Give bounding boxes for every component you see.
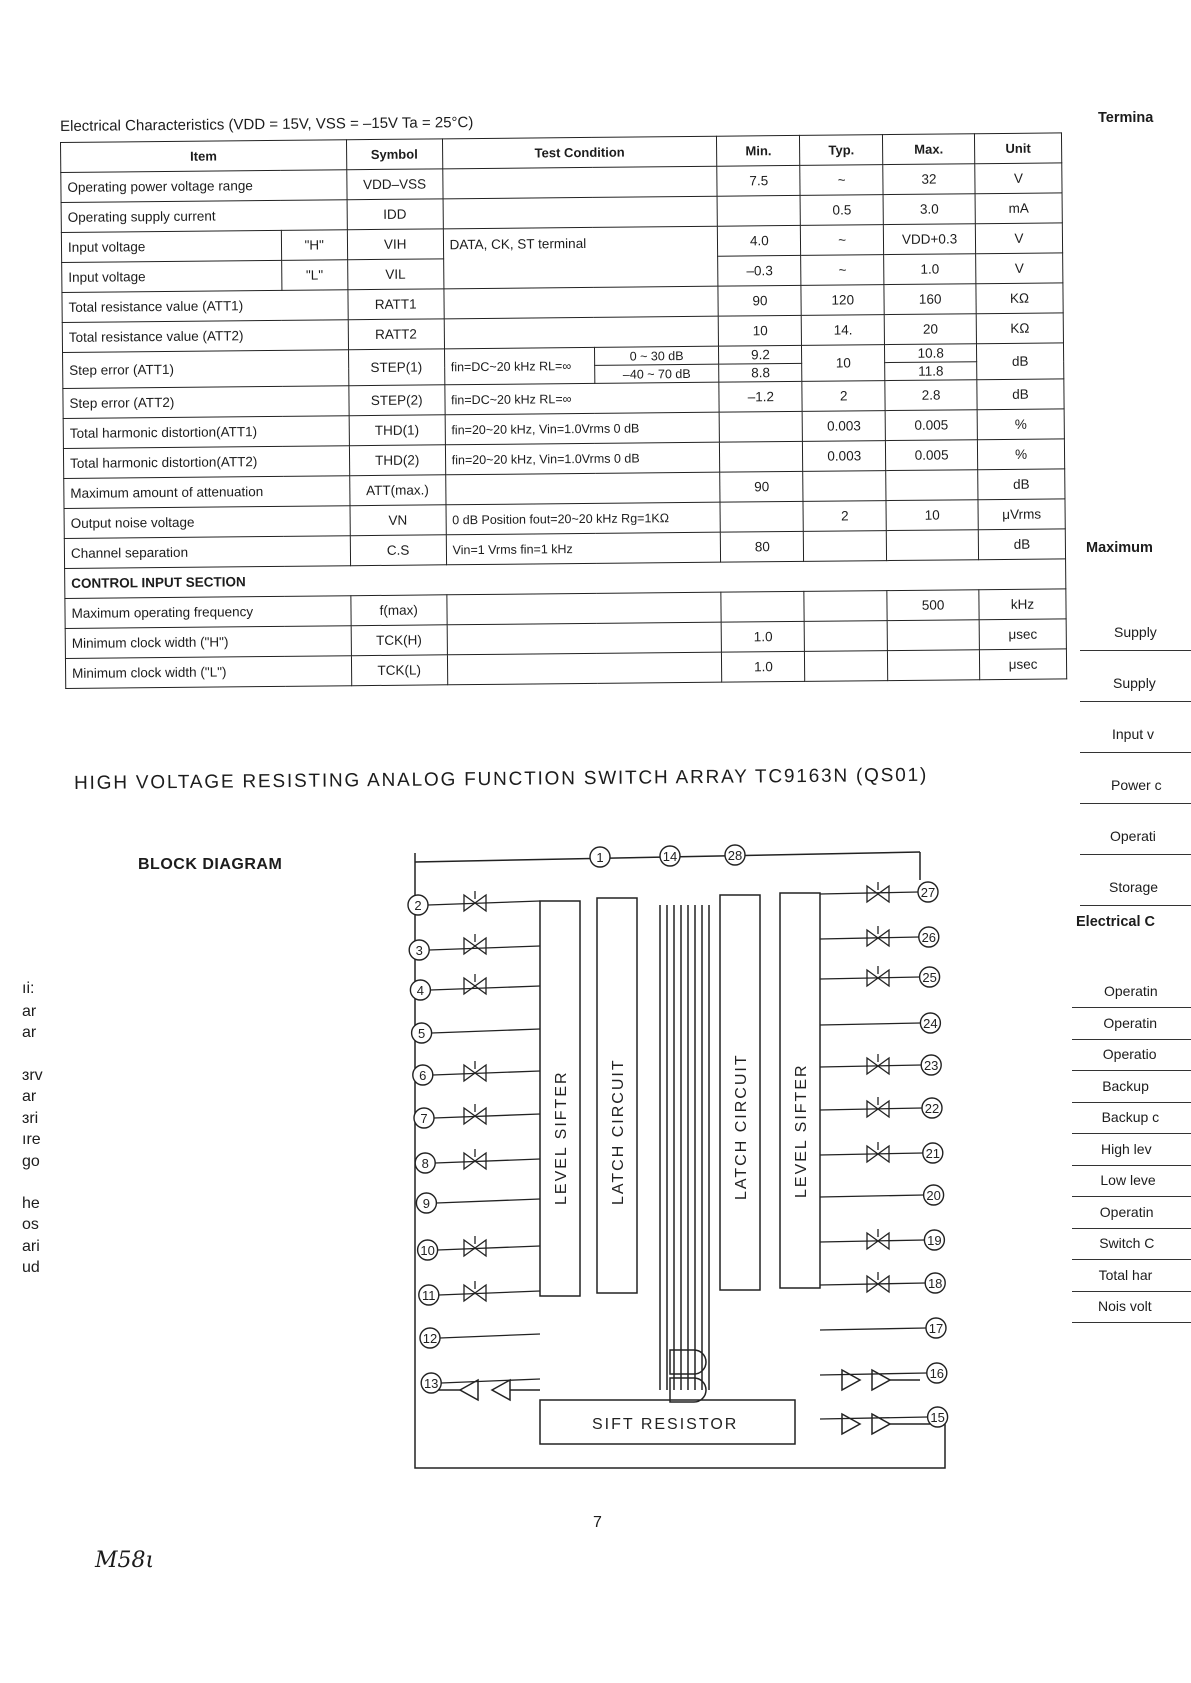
cell-item: Total harmonic distortion(ATT1) (63, 416, 349, 449)
cell-typ: ~ (801, 255, 884, 286)
svg-text:24: 24 (923, 1016, 938, 1031)
svg-text:3: 3 (415, 943, 423, 958)
right-rule (1072, 1291, 1191, 1292)
cell-item: Maximum operating frequency (65, 596, 351, 629)
cell-symbol: VIL (347, 259, 443, 290)
cell-min: 1.0 (722, 651, 805, 682)
left-edge-fragment: ɜri (22, 1110, 39, 1127)
pin-21 (923, 1143, 943, 1163)
left-edge-fragment: ud (22, 1259, 40, 1276)
cell-item: Step error (ATT1) (63, 350, 349, 389)
right-rule (1080, 803, 1191, 804)
cell-min: 90 (720, 471, 803, 502)
right-rule (1080, 650, 1191, 651)
svg-text:2: 2 (414, 898, 422, 913)
svg-text:10: 10 (420, 1243, 435, 1258)
cell-symbol: IDD (347, 199, 443, 230)
cell-cond: Vin=1 Vrms fin=1 kHz (446, 532, 721, 565)
cell-unit: dB (977, 343, 1064, 380)
cell-symbol: THD(2) (349, 445, 445, 476)
pin-8 (415, 1153, 435, 1173)
cell-max: 3.0 (883, 194, 975, 225)
cell-unit: KΩ (976, 283, 1063, 314)
buffer-13b (492, 1380, 510, 1400)
cell-symbol: VN (350, 505, 446, 536)
pin-14 (660, 846, 680, 866)
right-rule (1080, 701, 1191, 702)
cell-symbol: STEP(2) (349, 385, 445, 416)
cell-typ: 0.003 (803, 441, 886, 472)
cell-unit: KΩ (976, 313, 1063, 344)
svg-text:8: 8 (421, 1156, 429, 1171)
right-maximum-row: Input v (1112, 726, 1155, 742)
cell-item: Minimum clock width ("L") (65, 656, 351, 689)
buffer-16a (842, 1370, 860, 1390)
cell-min: 1.0 (722, 621, 805, 652)
svg-text:23: 23 (923, 1058, 939, 1073)
switch-right-7 (867, 1229, 889, 1249)
cell-typ: 120 (801, 285, 884, 316)
svg-text:4: 4 (416, 983, 425, 998)
svg-text:26: 26 (921, 930, 937, 945)
cell-symbol: ATT(max.) (349, 475, 445, 506)
cell-typ: 0.5 (800, 195, 883, 226)
cell-item: Channel separation (64, 536, 350, 569)
pin-25 (920, 967, 940, 987)
pin-18 (925, 1273, 945, 1293)
cell-max: 20 (884, 314, 976, 345)
svg-text:11: 11 (422, 1288, 436, 1303)
buffer-15b (872, 1414, 890, 1434)
cell-max: 10 (886, 500, 978, 531)
svg-text:1: 1 (596, 850, 604, 865)
right-rule (1072, 1259, 1191, 1260)
pin-15 (928, 1407, 948, 1427)
cell-item: Input voltage (62, 260, 282, 292)
cell-min: –0.3 (718, 255, 801, 286)
left-edge-fragment: ari (22, 1238, 40, 1255)
right-maximum-row: Supply (1114, 624, 1157, 640)
svg-text:9: 9 (422, 1196, 431, 1211)
cell-typ: ~ (800, 165, 883, 196)
svg-text:16: 16 (929, 1366, 945, 1381)
cell-symbol: TCK(L) (351, 655, 447, 686)
svg-text:5: 5 (417, 1026, 426, 1041)
right-electrical-row: Nois volt (1098, 1298, 1152, 1314)
cell-unit: V (975, 163, 1062, 194)
col-header-min: Min. (717, 135, 800, 166)
svg-text:20: 20 (926, 1188, 941, 1203)
switch-right-1 (867, 882, 889, 902)
cell-min: –1.2 (719, 381, 802, 412)
cell-typ: 14. (801, 315, 884, 346)
right-rule (1072, 1165, 1191, 1166)
cell-item: Total resistance value (ATT2) (62, 320, 348, 353)
buffer-15a (842, 1414, 860, 1434)
cell-cond: fin=DC~20 kHz RL=∞ (444, 347, 594, 384)
cell-max: VDD+0.3 (883, 224, 975, 255)
pin-13 (421, 1373, 441, 1393)
pin-26 (919, 927, 939, 947)
pin-3 (409, 940, 429, 960)
control-input-section-label: CONTROL INPUT SECTION (65, 559, 1066, 599)
left-edge-fragment: ıi: (22, 980, 35, 997)
switch-left-2 (464, 934, 486, 954)
svg-text:19: 19 (927, 1233, 942, 1248)
cell-item: Input voltage (61, 230, 281, 262)
svg-text:13: 13 (423, 1376, 439, 1391)
cell-item: Minimum clock width ("H") (65, 626, 351, 659)
cell-min: 90 (718, 285, 801, 316)
level-sifter-right-label: LEVEL SIFTER (793, 1063, 810, 1198)
right-electrical-row: Operatin (1104, 983, 1158, 999)
svg-text:21: 21 (925, 1146, 941, 1161)
col-header-test-condition: Test Condition (442, 136, 717, 169)
cell-cond: fin=20~20 kHz, Vin=1.0Vrms 0 dB (445, 412, 720, 445)
buffer-16b (872, 1370, 890, 1390)
cell-unit: V (976, 253, 1063, 284)
left-edge-fragment: ɜrv (22, 1067, 43, 1084)
svg-text:27: 27 (920, 885, 936, 900)
pin-16 (927, 1363, 947, 1383)
pin-12 (420, 1328, 440, 1348)
cell-max: 500 (887, 590, 979, 621)
pin-23 (921, 1055, 941, 1075)
cell-unit: μsec (979, 649, 1066, 680)
pin-6 (413, 1065, 433, 1085)
right-maximum-row: Operati (1110, 828, 1156, 844)
cell-symbol: VIH (347, 229, 443, 260)
right-electrical-row: Operatin (1103, 1014, 1158, 1031)
right-rule (1072, 1007, 1191, 1008)
cell-max: 32 (883, 164, 975, 195)
col-header-typ: Typ. (800, 135, 883, 166)
cell-unit: mA (975, 193, 1062, 224)
right-rule (1080, 854, 1191, 855)
handwritten-note: M58ι (95, 1548, 155, 1573)
pin-2 (408, 895, 428, 915)
cell-item: Total harmonic distortion(ATT2) (63, 446, 349, 479)
svg-text:6: 6 (419, 1068, 427, 1083)
col-header-unit: Unit (975, 133, 1062, 164)
cell-typ: 2 (802, 381, 885, 412)
switch-right-3 (867, 966, 889, 986)
cell-min: 80 (721, 531, 804, 562)
pin-10 (418, 1240, 438, 1260)
cell-max: 0.005 (885, 410, 977, 441)
col-header-item: Item (61, 140, 347, 173)
cell-symbol: STEP(1) (348, 349, 444, 386)
cell-min: 8.8 (719, 363, 802, 382)
cell-subcond: 0 ~ 30 dB (594, 346, 719, 365)
cell-typ: 2 (803, 501, 886, 532)
svg-text:25: 25 (922, 970, 937, 985)
left-edge-fragment: ıre (22, 1131, 41, 1148)
sift-resistor-label: SIFT RESISTOR (592, 1416, 739, 1433)
data-bus (660, 905, 709, 1390)
cell-item: Operating supply current (61, 200, 347, 233)
right-rule (1072, 1196, 1191, 1197)
cell-cond: 0 dB Position fout=20~20 kHz Rg=1KΩ (446, 502, 721, 535)
left-edge-fragment: ar (22, 1024, 37, 1041)
right-electrical-row: Total har (1098, 1266, 1153, 1283)
cell-item: Operating power voltage range (61, 170, 347, 203)
right-maximum-row: Power c (1111, 777, 1162, 793)
svg-text:7: 7 (420, 1111, 428, 1126)
pin-7 (414, 1108, 434, 1128)
right-rule (1072, 1228, 1191, 1229)
right-electrical-row: Backup c (1101, 1109, 1160, 1125)
cell-max: 160 (884, 284, 976, 315)
pin-27 (918, 882, 938, 902)
switch-right-8 (867, 1272, 889, 1292)
right-electrical-row: Operatio (1102, 1046, 1157, 1062)
cell-max: 2.8 (885, 380, 977, 411)
svg-text:18: 18 (927, 1276, 943, 1291)
pin-5 (412, 1023, 432, 1043)
cell-symbol: VDD–VSS (346, 169, 442, 200)
switch-right-6 (867, 1142, 889, 1162)
cell-typ: ~ (801, 225, 884, 256)
left-edge-fragment: ar (22, 1088, 37, 1105)
cell-min: 4.0 (718, 225, 801, 256)
cell-symbol: RATT2 (348, 319, 444, 350)
switch-left-5 (464, 1104, 486, 1124)
switch-left-6 (464, 1149, 486, 1169)
cell-symbol: THD(1) (349, 415, 445, 446)
left-edge-fragment: go (22, 1153, 40, 1170)
cell-cond: fin=DC~20 kHz RL=∞ (444, 382, 719, 415)
right-electrical-row: High lev (1101, 1140, 1152, 1157)
cell-typ: 10 (802, 345, 885, 382)
right-rule (1072, 1322, 1191, 1323)
cell-unit: % (977, 439, 1064, 470)
cell-unit: V (975, 223, 1062, 254)
right-rule (1072, 1070, 1191, 1071)
right-electrical-row: Operatin (1099, 1203, 1154, 1220)
svg-text:22: 22 (924, 1101, 940, 1116)
cell-unit: μVrms (978, 499, 1065, 530)
cell-unit: μsec (979, 619, 1066, 650)
cell-symbol: TCK(H) (351, 625, 447, 656)
svg-text:15: 15 (930, 1410, 945, 1425)
level-sifter-left-label: LEVEL SIFTER (553, 1070, 570, 1205)
cell-subcond: –40 ~ 70 dB (594, 364, 719, 383)
cell-subitem: "H" (281, 230, 347, 261)
cell-cond: fin=20~20 kHz, Vin=1.0Vrms 0 dB (445, 442, 720, 475)
pin-24 (920, 1013, 940, 1033)
pin-9 (416, 1193, 436, 1213)
switch-left-3 (464, 974, 486, 994)
pin-1 (590, 847, 610, 867)
cell-item: Output noise voltage (64, 506, 350, 539)
col-header-symbol: Symbol (346, 139, 442, 170)
svg-text:12: 12 (422, 1331, 438, 1346)
switch-left-1 (464, 891, 486, 911)
right-terminal-heading: Termina (1098, 110, 1154, 126)
pin-22 (922, 1098, 942, 1118)
right-maximum-row: Storage (1109, 879, 1159, 895)
right-rule (1080, 752, 1191, 753)
device-heading: HIGH VOLTAGE RESISTING ANALOG FUNCTION SWITCH ARRAY TC9163N (QS01) (74, 764, 929, 794)
cell-unit: % (977, 409, 1064, 440)
pin-17 (926, 1318, 946, 1338)
right-electrical-row: Switch C (1099, 1235, 1155, 1251)
cell-max: 1.0 (884, 254, 976, 285)
right-rule (1072, 1039, 1191, 1040)
cell-unit: dB (977, 379, 1064, 410)
left-edge-fragment: os (22, 1216, 39, 1233)
cell-symbol: C.S (350, 535, 446, 566)
cell-min: 7.5 (717, 165, 800, 196)
cell-max: 11.8 (885, 362, 977, 381)
right-maximum-row: Supply (1113, 675, 1156, 691)
cell-unit: kHz (979, 589, 1066, 620)
cell-max: 10.8 (885, 344, 977, 363)
switch-right-4 (867, 1054, 889, 1074)
right-rule (1080, 905, 1191, 906)
cell-cond: DATA, CK, ST terminal (443, 226, 718, 289)
switch-left-7 (464, 1236, 486, 1256)
left-edge-fragment: he (22, 1195, 40, 1212)
latch-circuit-right-label: LATCH CIRCUIT (733, 1053, 750, 1200)
page-number: 7 (593, 1514, 602, 1531)
switch-left-8 (464, 1281, 486, 1301)
pin-11 (419, 1285, 439, 1305)
right-electrical-row: Backup (1102, 1077, 1149, 1094)
cell-min: 9.2 (719, 345, 802, 364)
switch-right-5 (867, 1097, 889, 1117)
cell-symbol: f(max) (351, 595, 447, 626)
cell-subitem: "L" (281, 260, 347, 291)
right-electrical-row: Low leve (1100, 1172, 1156, 1188)
section-title: Electrical Characteristics (VDD = 15V, VSS = –15V Ta = 25°C) (60, 114, 474, 135)
cell-min: 10 (719, 315, 802, 346)
pin-19 (924, 1230, 944, 1250)
cell-typ: 0.003 (802, 411, 885, 442)
left-edge-fragment: ar (22, 1003, 37, 1020)
cell-item: Step error (ATT2) (63, 386, 349, 419)
svg-text:17: 17 (928, 1321, 944, 1336)
cell-item: Maximum amount of attenuation (64, 476, 350, 509)
cell-unit: dB (978, 469, 1065, 500)
pin-28 (725, 845, 745, 865)
switches (428, 882, 928, 1419)
switch-right-2 (867, 926, 889, 946)
pin-4 (410, 980, 430, 1000)
right-maximum-heading: Maximum (1086, 540, 1153, 556)
block-diagram-title: BLOCK DIAGRAM (138, 856, 283, 873)
right-rule (1072, 1133, 1191, 1134)
latch-circuit-left-label: LATCH CIRCUIT (610, 1058, 627, 1205)
buffer-13a (460, 1380, 478, 1400)
cell-symbol: RATT1 (348, 289, 444, 320)
svg-text:14: 14 (662, 849, 678, 864)
cell-item: Total resistance value (ATT1) (62, 290, 348, 323)
pin-20 (924, 1185, 944, 1205)
right-electrical-heading: Electrical C (1076, 914, 1155, 930)
switch-left-4 (464, 1061, 486, 1081)
right-rule (1072, 1102, 1191, 1103)
cell-unit: dB (978, 529, 1065, 560)
svg-text:28: 28 (727, 848, 743, 863)
cell-max: 0.005 (886, 440, 978, 471)
col-header-max: Max. (883, 134, 975, 165)
